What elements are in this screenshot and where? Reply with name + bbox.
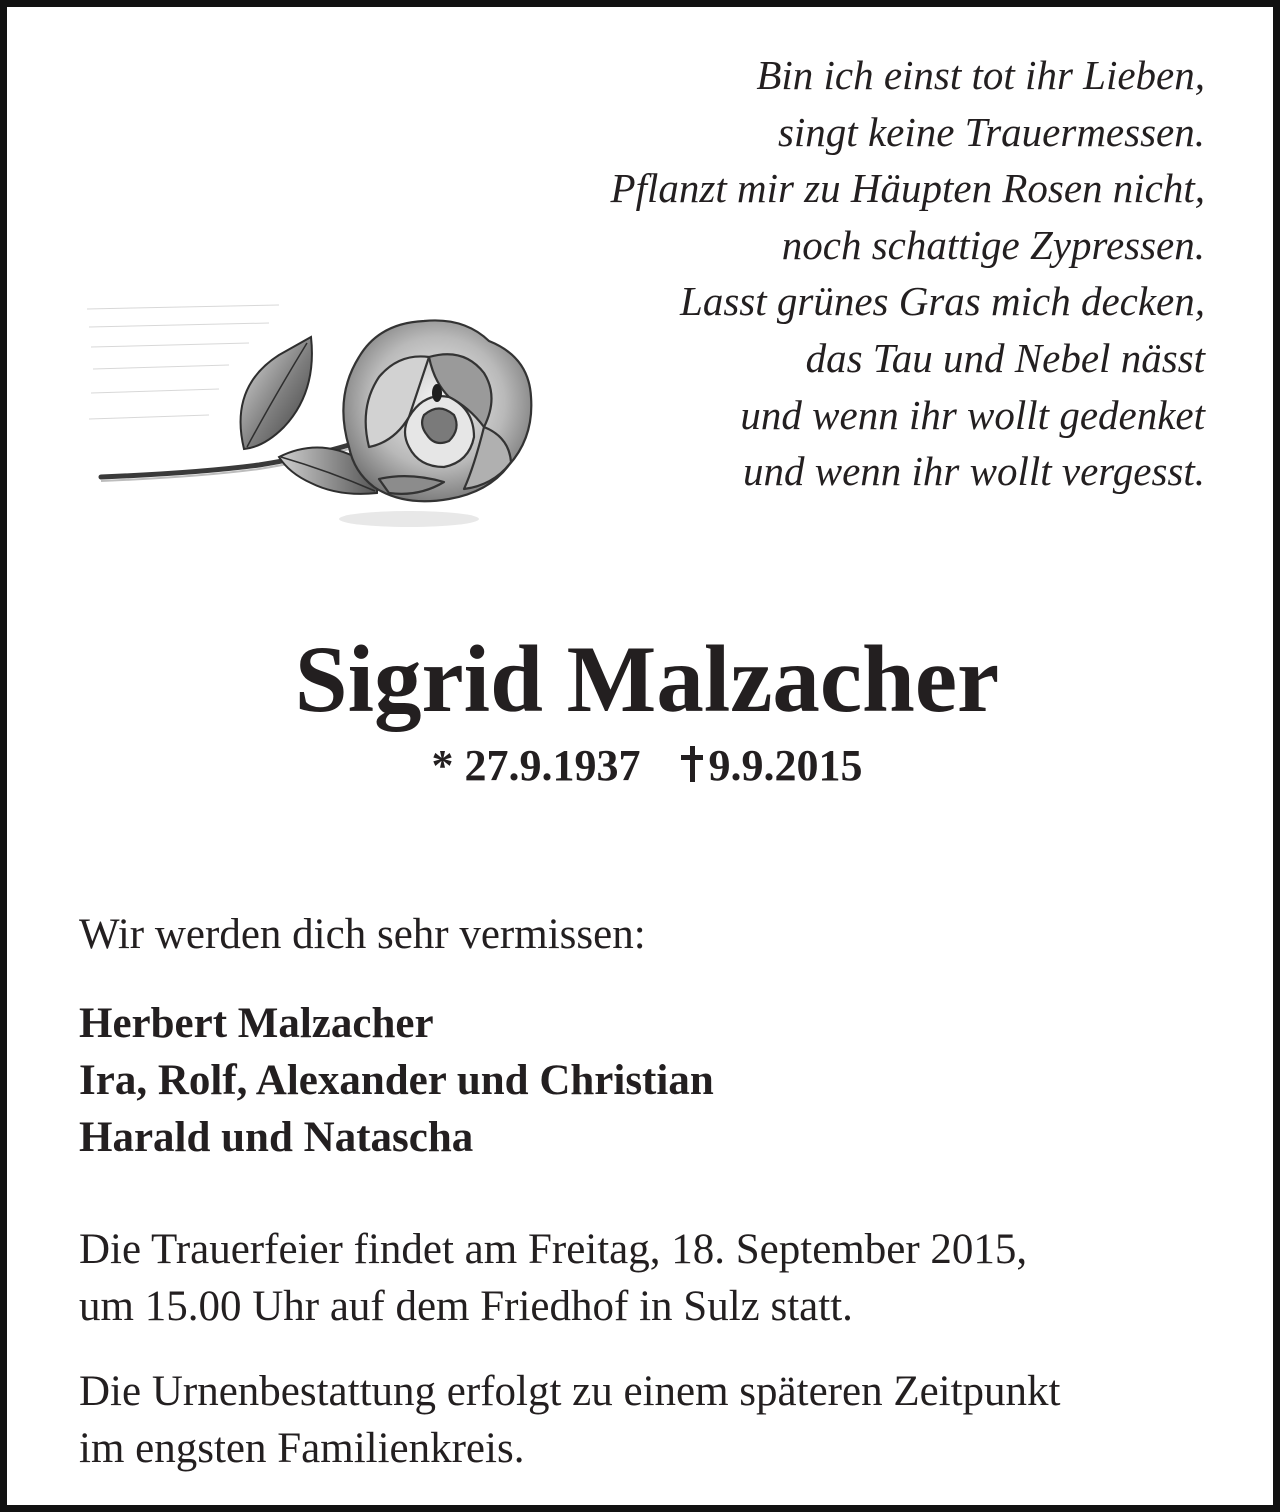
burial-line: Die Urnenbestattung erfolgt zu einem späteren Zeitpunkt [79, 1368, 1061, 1415]
burial-line: im engsten Familienkreis. [79, 1425, 525, 1472]
poem-line: das Tau und Nebel nässt [805, 334, 1205, 381]
poem-line: Pflanzt mir zu Häupten Rosen nicht, [610, 165, 1205, 212]
rose-icon [79, 297, 549, 537]
poem [445, 47, 1205, 500]
burial-notice [79, 1363, 1219, 1477]
poem-line: singt keine Trauermessen. [777, 108, 1205, 155]
deceased-name: Sigrid Malzacher [294, 626, 1000, 732]
mourner-name: Harald und Natascha [79, 1114, 474, 1161]
cross-icon [681, 746, 703, 782]
birth-date: * 27.9.1937 [431, 741, 641, 790]
mourner-name: Herbert Malzacher [79, 1000, 434, 1047]
mourner-name: Ira, Rolf, Alexander und Christian [79, 1057, 714, 1104]
poem-line: Bin ich einst tot ihr Lieben, [756, 52, 1205, 98]
ceremony-notice [79, 1221, 1219, 1335]
life-dates [7, 739, 1280, 793]
poem-line: und wenn ihr wollt vergesst. [743, 448, 1205, 495]
poem-line: noch schattige Zypressen. [781, 221, 1205, 268]
death-date: 9.9.2015 [708, 741, 863, 790]
poem-line: Lasst grünes Gras mich decken, [680, 278, 1205, 325]
mourners-intro: Wir werden dich sehr vermissen: [79, 911, 646, 958]
mourners-list [79, 995, 714, 1166]
ceremony-line: Die Trauerfeier findet am Freitag, 18. September 2015, [79, 1226, 1028, 1273]
ceremony-line: um 15.00 Uhr auf dem Friedhof in Sulz statt. [79, 1283, 853, 1330]
poem-line: und wenn ihr wollt gedenket [740, 391, 1205, 438]
